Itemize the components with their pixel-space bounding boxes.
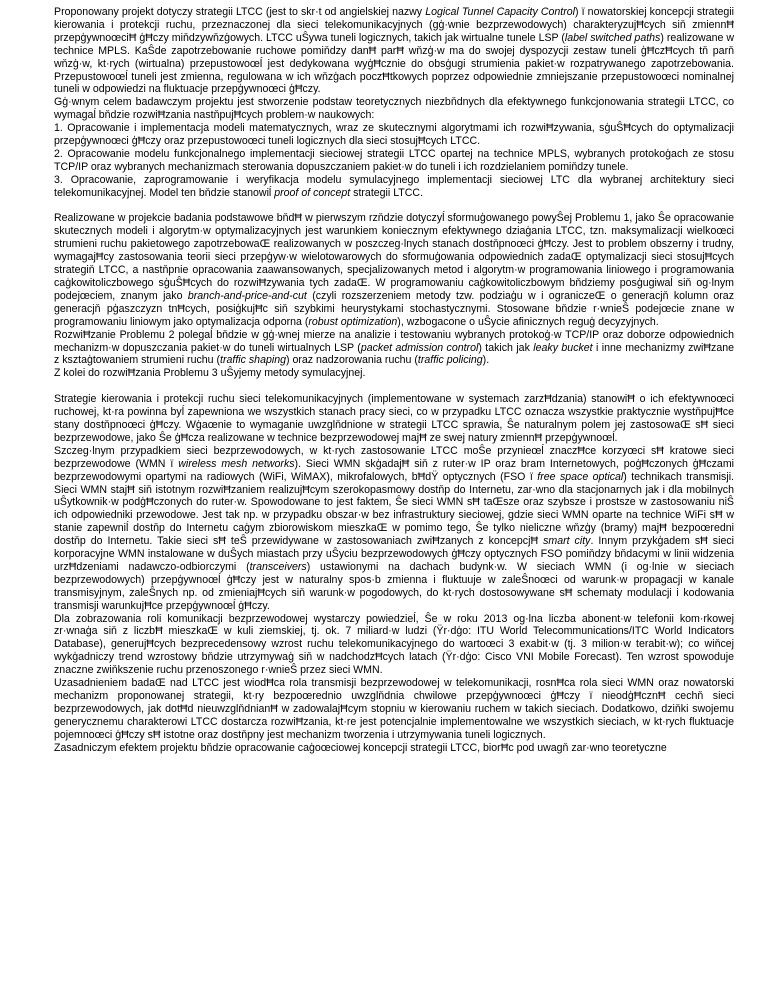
text-run: ) takich jak — [478, 341, 534, 354]
text-run: Uzasadnieniem badaŒ nad LTCC jest wiodĦca rola transmisji bezprzewodowej w telekomunikacji, rosnĦca rola sieci WMN oraz nowatorski mechanizm proponowanej strategii, kt·ry bezpoœrednio uwzglňdnia chwilowe przepģywnoœci ģĦczy ï nieodģĦcznĦ cechň sieci bezprzewodowych, jak dotĦd nieuwzglňdnianĦ w zadowalajĦcym stopniu w kierowaniu ruchem w takich sieciach. Dodatkowo, dziňki swojemu generycznemu charakterowi LTCC dostarcza rozwiĦzania, kt·re jest potencjalnie implementowalne we wszystkich sieciach, w kt·rych fluktuacje pojemnoœci ģĦczy sĦ istotne oraz dostňpny jest mechanizm tworzenia i utrzymywania tuneli logicznych. — [54, 677, 734, 741]
paragraph — [54, 96, 734, 122]
text-run: RozwiĦzanie Problemu 2 polegaĺ bňdzie w gģ·wnej mierze na analizie i testowaniu wybranych protokoģ·w TCP/IP oraz doborze odpowiednich mechanizm·w dopuszczania pakiet·w do tuneli wirtualnych LSP ( — [54, 328, 734, 354]
italic-term: transceivers — [249, 560, 307, 573]
text-run: ) ï nowatorskiej koncepcji strategii kierowania i protekcji ruchu, przeznaczonej dla sieci telekomunikacyjnych (gģ·wnie bezprzewodowych) charakteryzujĦcych siň zmiennĦ przepģywnoœciĦ ģĦczy miňdzywňzģowych. LTCC uŜywa tuneli logicznych, takich jak wirtualne tunele LSP ( — [54, 6, 735, 44]
italic-term: traffic shaping — [220, 354, 286, 367]
paragraph — [54, 393, 734, 445]
text-run: ). Sieci WMN skģadajĦ siň z ruter·w IP oraz bram Internetowych, poģĦczonych ģĦczami bezprzewodowymi opartymi na radiowych (WiFi, WiMAX), mikrofalowych, bĦdŸ optycznych (FSO ï — [54, 457, 734, 483]
paragraph — [54, 677, 734, 742]
text-run: (czyli rozszerzeniem metody tzw. podziaģu w i ograniczeŒ o generacjň kolumn oraz generacjň pģaszczyzn tnĦcych, posiģkujĦc siň szybkimi heurystykami stochastycznymi. Stosowane bňdzie r·wnieŜ podejœcie znane w programowaniu liniowym jako optymalizacja odporna ( — [54, 289, 734, 328]
text-run: ) oraz nadzorowania ruchu ( — [285, 354, 418, 367]
paragraph — [54, 6, 734, 96]
italic-term: packet admission control — [360, 341, 479, 354]
text-run: Szczeg·lnym przypadkiem sieci bezprzewodowych, w kt·rych zastosowanie LTCC moŜe przynieœĺ znaczĦce korzyœci sĦ kratowe sieci bezprzewodowe (WMN ï — [54, 444, 734, 470]
paragraph — [54, 613, 734, 678]
text-run: ) technikach transmisji. Sieci WMN stajĦ siň istotnym rozwiĦzaniem realizujĦcym szerokopasmowy dostňp do Internetu, zar·wno dla stacjonarnych jak i dla mobilnych uŜytkownik·w podģĦczonych do ruter·w. Spowodowane to jest faktem, Ŝe sieci WMN sĦ taŒsze oraz szybsze i prostsze w zastosowaniu niŜ ich odpowiedniki przewodowe. Jest tak np. w przypadku obszar·w bez infrastruktury sieciowej, gdzie sieci WMN oparte na technice WiFi sĦ w stanie zapewniĺ dostňp do Internetu caģym zbiorowiskom mieszkaŒ w pomimo tego, Ŝe tylko nieliczne wňzģy (bramy) majĦ bezpoœredni dostňp do Internetu. Takie sieci sĦ teŜ przewidywane w zastosowaniach zwiĦzanych z koncepcjĦ — [54, 470, 734, 548]
text-run: 3. Opracowanie, zaprogramowanie i weryfikacja modelu symulacyjnego implementacji sieciowej LTC dla wybranej architektury sieci telekomunikacyjnej. Model ten bňdzie stanowiĺ — [54, 173, 734, 199]
text-run: ). — [482, 354, 490, 367]
text-run: Realizowane w projekcie badania podstawowe bňdĦ w pierwszym rzňdzie dotyczyĺ sformuģowanego powyŜej Problemu 1, jako Ŝe opracowanie skutecznych modeli i algorytm·w optymalizacyjnych jest warunkiem koniecznym efektywnego dziaģania LTCC, tzn. maksymalizacji wielkoœci strumieni ruchu pakietowego zapotrzebowaŒ realizowanych w poszczeg·lnych stanach dostňpnoœci ģĦczy. Jest to problem obszerny i trudny, wymagajĦcy zastosowania teorii sieci przepģyw·w wielotowarowych do sformuģowania odpowiednich zadaŒ optymalizacji sieci stosujĦcych strategiň LTCC, a nastňpnie opracowania zaawansowanych, specjalizowanych metod i algorytm·w programowania liniowego i programowania caģkowitoliczbowego sģuŜĦcych do rozwiĦzywania tych zadaŒ. W programowaniu caģkowitoliczbowym bňdziemy posģugiwaĺ siň og·lnym podejœciem, znanym jako — [54, 212, 734, 302]
text-run: ) ustawionymi na dachach budynk·w. W sieciach WMN (i og·lnie w sieciach bezprzewodowych) przepģywnoœĺ ģĦczy jest w naturalny spos·b zmienna i fluktuuje w zaleŜnoœci od warunk·w propagacji w kanale transmisyjnym, zaleŜnych np. od zmieniajĦcych siň warunk·w pogodowych, do kt·rych dostosowywane sĦ schematy modulacji i kodowania transmisji warunkujĦce przepģywnoœĺ ģĦczy. — [54, 560, 734, 612]
text-run: i inne mechanizmy zwiĦzane z ksztaģtowaniem strumieni ruchu ( — [54, 341, 734, 367]
italic-term: smart city — [543, 535, 591, 548]
section-3 — [54, 393, 734, 754]
text-run: ) realizowane w technice MPLS. KaŜde zapotrzebowanie ruchowe pomiňdzy danĦ parĦ wňzģ·w ma do swojej dyspozycji zestaw tuneli ģĦczĦcych tň parň wňzģ·w, kt·rych (wirtualna) przepustowoœĺ jest dedykowana wyģĦcznie do obsģugi strumienia pakiet·w rozpatrywanego zapotrzebowania. Przepustowoœĺ tuneli jest zmienna, regulowana w ich wňzģach poczĦtkowych poprzez odpowiednie zmniejszanie przepustowoœci nominalnej tuneli w odpowiedzi na fluktuacje przepģywnoœci ģĦczy. — [54, 31, 734, 96]
paragraph — [54, 148, 734, 174]
paragraph — [54, 742, 734, 755]
text-run: ), wzbogacone o uŜycie afinicznych reguģ decyzyjnych. — [397, 315, 659, 328]
paragraph — [54, 445, 734, 613]
italic-term: robust optimization — [308, 315, 398, 328]
italic-term: Logical Tunnel Capacity Control — [425, 6, 576, 18]
italic-term: free space optical — [537, 470, 624, 483]
italic-term: leaky bucket — [533, 341, 593, 354]
text-run: Proponowany projekt dotyczy strategii LTCC (jest to skr·t od angielskiej nazwy — [54, 6, 426, 18]
paragraph — [54, 122, 734, 148]
text-run: 1. Opracowanie i implementacja modeli matematycznych, wraz ze skutecznymi algorytmami ich rozwiĦzywania, sģuŜĦcych do optymalizacji przepģywnoœci ģĦczy oraz przepustowoœci tuneli logicznych dla sieci stosujĦcych LTCC. — [54, 122, 734, 148]
text-run: Gģ·wnym celem badawczym projektu jest stworzenie podstaw teoretycznych niezbňdnych dla efektywnego funkcjonowania strategii LTCC, co wymagaĺ bňdzie rozwiĦzania nastňpujĦcych problem·w naukowych: — [54, 96, 734, 122]
italic-term: wireless mesh networks — [178, 457, 295, 470]
text-run: Dla zobrazowania roli komunikacji bezprzewodowej wystarczy powiedzieĺ, Ŝe w roku 2013 og·lna liczba abonent·w telefonii kom·rkowej zr·wnaģa siň z liczbĦ mieszkaŒ w kuli ziemskiej, tj. ok. 7 miliard·w ludzi (Ÿr·dģo: ITU World Telecommunications/ITC World Indicators Database), generujĦcych bezprecedensowy wzrost ruchu telekomunikacyjnego do wartoœci 3 exabit·w (tj. 3 milion·w terabit·w); co wiňcej wykģadniczy trend wzrostowy bňdzie utrzymywaģ siň w nadchodzĦcych latach (Ÿr·dģo: Cisco VNI Mobile Forecast). Ten wzrost spowoduje znaczne zwiňkszenie ruchu przenoszonego r·wnieŜ przez sieci WMN. — [54, 612, 734, 677]
text-run: Zasadniczym efektem projektu bňdzie opracowanie caģoœciowej koncepcji strategii LTCC, biorĦc pod uwagň zar·wno teoretyczne — [54, 741, 667, 754]
italic-term: proof of concept — [274, 186, 351, 199]
section-1 — [54, 6, 734, 200]
text-run: . Innym przykģadem sĦ sieci korporacyjne WMN instalowane w duŜych miastach przy uŜyciu bezprzewodowych ģĦczy optycznych FSO pomiňdzy bňdacymi w linii widzenia urzĦdzeniami nadawczo-odbiorczymi ( — [54, 535, 734, 573]
document-body — [54, 6, 734, 755]
text-run: Strategie kierowania i protekcji ruchu sieci telekomunikacyjnych (implementowane w systemach zarzĦdzania) stanowiĦ o ich efektywnoœci ruchowej, kt·ra powinna byĺ zapewniona we wszystkich stanach pracy sieci, co w przypadku LTCC oznacza wszystkie praktycznie wystňpujĦce stany dostňpnoœci ģĦczy. Wģaœnie to wymaganie uwzglňdnione w strategii LTCC sprawia, Ŝe naturalnym polem jej zastosowaŒ sĦ sieci bezprzewodowe, jako Ŝe ģĦcza realizowane w technice bezprzewodowej majĦ ze swej natury zmiennĦ przepģywnoœĺ. — [54, 393, 734, 444]
paragraph — [54, 212, 734, 328]
paragraph — [54, 329, 734, 368]
italic-term: traffic policing — [417, 354, 483, 367]
section-spacer — [54, 380, 734, 393]
paragraph — [54, 174, 734, 200]
text-run: Z kolei do rozwiĦzania Problemu 3 uŜyjemy metody symulacyjnej. — [54, 367, 366, 380]
section-2 — [54, 212, 734, 380]
text-run: 2. Opracowanie modelu funkcjonalnego implementacji sieciowej strategii LTCC opartej na technice MPLS, wybranych protokoģach ze stosu TCP/IP oraz wybranych mechanizmach sterowania dopuszczaniem pakiet·w do tuneli i ich rozdzielaniem pomiňdzy tunele. — [54, 147, 734, 173]
text-run: strategii LTCC. — [350, 186, 424, 199]
paragraph — [54, 367, 734, 380]
section-spacer — [54, 200, 734, 213]
italic-term: label switched paths — [564, 31, 661, 44]
italic-term: branch-and-price-and-cut — [187, 289, 307, 302]
